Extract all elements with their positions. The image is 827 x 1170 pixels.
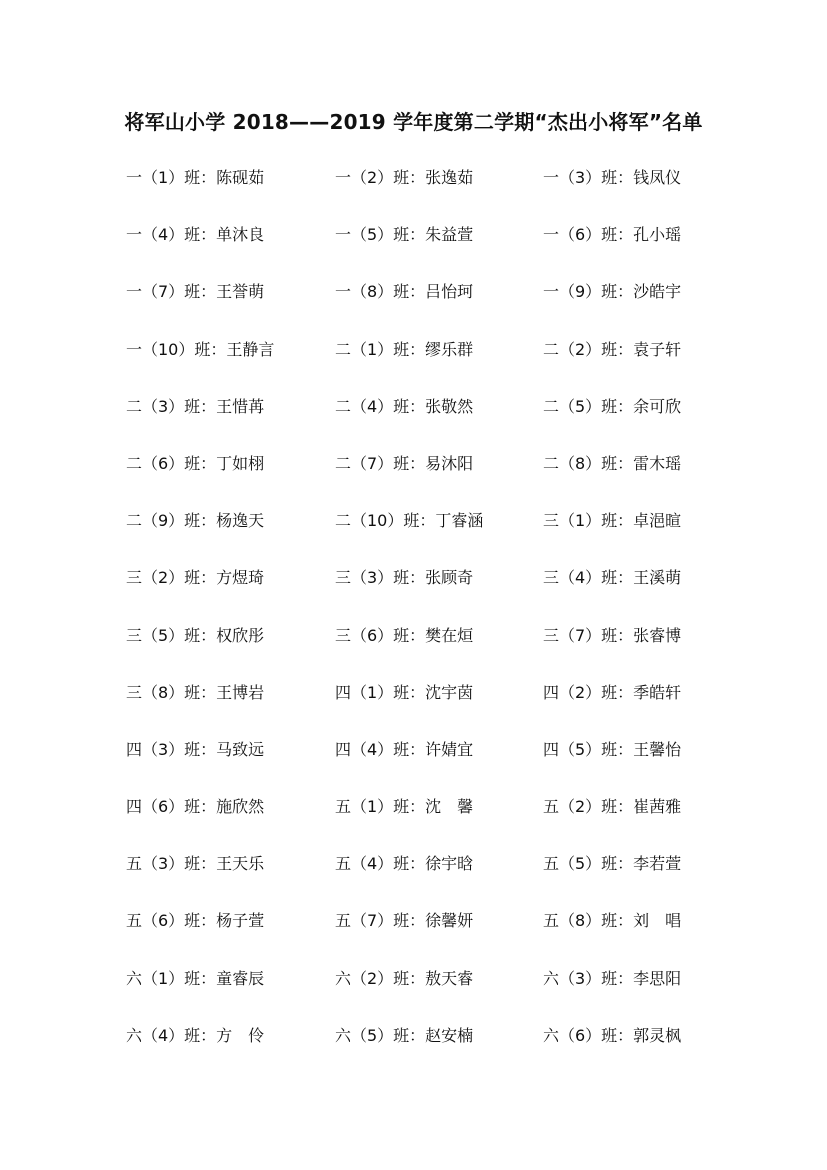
list-entry: 三（2）班：方煜琦 bbox=[126, 568, 265, 588]
list-entry: 一（7）班：王誉萌 bbox=[126, 282, 265, 302]
list-entry: 六（2）班：敖天睿 bbox=[335, 968, 474, 988]
list-entry: 四（1）班：沈宇茵 bbox=[335, 682, 474, 702]
list-entry: 一（6）班：孔小瑶 bbox=[543, 225, 682, 245]
list-row bbox=[126, 738, 726, 795]
list-entry: 一（2）班：张逸茹 bbox=[335, 168, 474, 187]
list-entry: 一（3）班：钱凤仪 bbox=[543, 168, 682, 187]
list-row bbox=[126, 452, 726, 509]
list-entry: 五（2）班：崔茜雅 bbox=[543, 797, 682, 817]
list-row bbox=[126, 223, 726, 280]
list-entry: 四（3）班：马致远 bbox=[126, 739, 265, 759]
list-row bbox=[126, 280, 726, 337]
list-entry: 三（3）班：张顾奇 bbox=[335, 568, 474, 588]
list-entry: 一（10）班：王静言 bbox=[126, 339, 275, 359]
list-entry: 五（8）班：刘 唱 bbox=[543, 911, 682, 931]
list-row bbox=[126, 681, 726, 738]
list-row bbox=[126, 852, 726, 909]
list-entry: 二（7）班：易沐阳 bbox=[335, 453, 474, 473]
list-entry: 一（8）班：吕怡珂 bbox=[335, 282, 474, 302]
list-row bbox=[126, 967, 726, 1024]
list-entry: 五（5）班：李若萱 bbox=[543, 854, 682, 874]
list-entry: 六（5）班：赵安楠 bbox=[335, 1025, 474, 1045]
list-row bbox=[126, 795, 726, 852]
list-entry: 一（5）班：朱益萱 bbox=[335, 225, 474, 245]
list-entry: 四（5）班：王馨怡 bbox=[543, 739, 682, 759]
list-row bbox=[126, 509, 726, 566]
list-entry: 六（6）班：郭灵枫 bbox=[543, 1025, 682, 1045]
document-title: 将军山小学 2018——2019 学年度第二学期“杰出小将军”名单 bbox=[124, 110, 703, 134]
list-entry: 四（6）班：施欣然 bbox=[126, 797, 265, 817]
list-entry: 六（1）班：童睿辰 bbox=[126, 968, 265, 988]
list-entry: 二（10）班：丁睿涵 bbox=[335, 511, 484, 531]
list-row bbox=[126, 624, 726, 681]
list-entry: 二（2）班：袁子轩 bbox=[543, 339, 682, 359]
list-row bbox=[126, 395, 726, 452]
list-entry: 二（3）班：王惜苒 bbox=[126, 396, 265, 416]
list-entry: 一（1）班：陈砚茹 bbox=[126, 168, 265, 187]
list-entry: 三（5）班：权欣彤 bbox=[126, 625, 265, 645]
list-row bbox=[126, 909, 726, 966]
list-entry: 三（8）班：王博岩 bbox=[126, 682, 265, 702]
list-entry: 二（9）班：杨逸天 bbox=[126, 511, 265, 531]
list-entry: 六（4）班：方 伶 bbox=[126, 1025, 265, 1045]
honor-list bbox=[126, 166, 726, 1081]
list-entry: 三（4）班：王溪萌 bbox=[543, 568, 682, 588]
list-entry: 二（1）班：缪乐群 bbox=[335, 339, 474, 359]
list-entry: 二（4）班：张敬然 bbox=[335, 396, 474, 416]
list-entry: 五（3）班：王天乐 bbox=[126, 854, 265, 874]
list-row bbox=[126, 338, 726, 395]
list-entry: 四（2）班：季皓轩 bbox=[543, 682, 682, 702]
list-entry: 五（1）班：沈 馨 bbox=[335, 797, 474, 817]
list-entry: 二（8）班：雷木瑶 bbox=[543, 453, 682, 473]
list-entry: 二（5）班：余可欣 bbox=[543, 396, 682, 416]
list-row bbox=[126, 566, 726, 623]
list-entry: 五（7）班：徐馨妍 bbox=[335, 911, 474, 931]
list-entry: 六（3）班：李思阳 bbox=[543, 968, 682, 988]
list-entry: 三（7）班：张睿博 bbox=[543, 625, 682, 645]
list-row bbox=[126, 166, 726, 223]
list-entry: 五（6）班：杨子萱 bbox=[126, 911, 265, 931]
list-entry: 五（4）班：徐宇晗 bbox=[335, 854, 474, 874]
list-entry: 三（1）班：卓浥暄 bbox=[543, 511, 682, 531]
list-entry: 一（4）班：单沐良 bbox=[126, 225, 265, 245]
list-entry: 四（4）班：许婧宜 bbox=[335, 739, 474, 759]
list-entry: 三（6）班：樊在烜 bbox=[335, 625, 474, 645]
list-entry: 一（9）班：沙皓宇 bbox=[543, 282, 682, 302]
list-entry: 二（6）班：丁如栩 bbox=[126, 453, 265, 473]
list-row bbox=[126, 1024, 726, 1081]
